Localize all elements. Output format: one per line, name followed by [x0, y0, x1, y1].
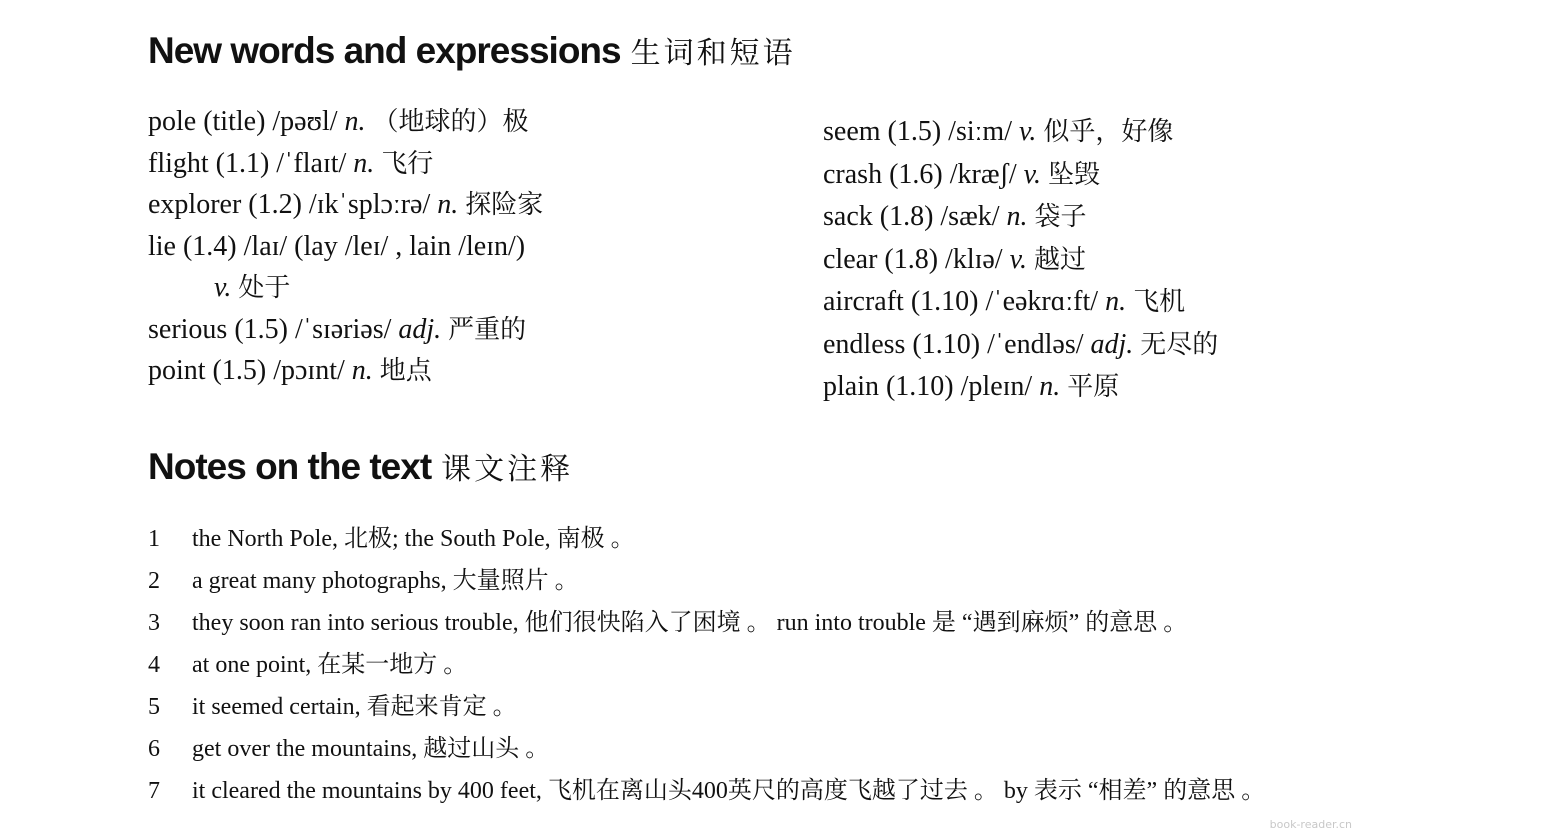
notes-heading-en: Notes on the text — [148, 446, 432, 487]
note-text: they soon ran into serious trouble, 他们很快陷入了困境 。 run into trouble 是 “遇到麻烦” 的意思 。 — [192, 610, 1188, 636]
vocab-meaning: 严重的 — [448, 314, 527, 345]
vocab-entry — [823, 154, 1218, 197]
note-number: 1 — [148, 526, 160, 552]
vocab-meaning: 地点 — [379, 356, 432, 386]
vocab-word: serious (1.5) /ˈsɪəriəs/ — [148, 313, 399, 345]
note-text: get over the mountains, 越过山头 。 — [192, 736, 550, 762]
vocab-entry — [148, 309, 543, 351]
vocab-entry — [823, 111, 1218, 154]
vocab-pos: v. — [1018, 116, 1037, 147]
vocab-entry — [148, 143, 543, 185]
vocab-word: plain (1.10) /pleɪn/ — [823, 371, 1033, 402]
vocab-meaning: 越过 — [1033, 244, 1086, 275]
vocab-entry — [823, 324, 1218, 367]
vocab-word: point (1.5) /pɔɪnt/ — [148, 355, 352, 386]
vocab-pos: v. — [214, 272, 232, 303]
vocab-pos: n. — [1006, 201, 1028, 232]
vocab-meaning: （地球的）极 — [372, 107, 529, 137]
watermark: book-reader.cn — [1269, 818, 1352, 831]
vocab-word: sack (1.8) /sæk/ — [823, 201, 1000, 232]
note-text: the North Pole, 北极; the South Pole, 南极 。 — [192, 526, 635, 552]
vocab-word: pole (title) /pəʊl/ — [148, 106, 338, 137]
note-number: 5 — [148, 694, 160, 720]
vocab-meaning: 探险家 — [465, 190, 544, 220]
note-item — [148, 602, 1265, 644]
vocab-list-right — [823, 111, 1218, 409]
vocab-meaning: 无尽的 — [1140, 329, 1219, 360]
vocab-entry — [823, 366, 1218, 409]
notes-list — [148, 518, 1265, 812]
vocab-word: flight (1.1) /ˈflaɪt/ — [148, 147, 347, 179]
vocab-meaning: 飞机 — [1133, 287, 1186, 317]
vocab-pos: n. — [353, 147, 375, 179]
note-number: 3 — [148, 610, 160, 636]
vocab-pos: adj. — [398, 313, 442, 345]
vocab-pos: n. — [351, 355, 373, 386]
note-text: at one point, 在某一地方 。 — [192, 652, 468, 678]
vocab-list-left — [148, 101, 543, 392]
vocab-meaning: 处于 — [238, 273, 291, 303]
vocab-meaning: 飞行 — [381, 148, 434, 179]
words-heading-en: New words and expressions — [148, 30, 621, 71]
vocab-pos: n. — [437, 189, 459, 220]
vocab-meaning: 坠毁 — [1047, 159, 1100, 190]
vocab-entry — [148, 101, 543, 143]
vocab-pos: n. — [1105, 286, 1127, 317]
vocab-word: endless (1.10) /ˈendləs/ — [823, 328, 1084, 360]
vocab-word: explorer (1.2) /ɪkˈsplɔːrə/ — [148, 189, 431, 220]
vocab-entry — [148, 184, 543, 226]
note-item — [148, 686, 1265, 728]
vocab-pos: n. — [1039, 371, 1061, 402]
vocab-word: crash (1.6) /kræʃ/ — [823, 158, 1017, 190]
note-number: 7 — [148, 778, 160, 804]
notes-heading — [148, 444, 573, 488]
vocab-word: seem (1.5) /siːm/ — [823, 116, 1012, 147]
note-item — [148, 644, 1265, 686]
vocab-pos: adj. — [1090, 328, 1134, 360]
note-text: it cleared the mountains by 400 feet, 飞机在离山头400英尺的高度飞越了过去 。 by 表示 “相差” 的意思 。 — [192, 778, 1266, 804]
vocab-entry — [148, 226, 543, 268]
note-item — [148, 560, 1265, 602]
vocab-entry — [148, 350, 543, 392]
vocab-word: aircraft (1.10) /ˈeəkrɑːft/ — [823, 286, 1099, 317]
vocab-meaning: 袋子 — [1034, 202, 1087, 232]
vocab-meaning: 平原 — [1067, 372, 1120, 402]
vocab-meaning: 似乎，好像 — [1043, 117, 1174, 147]
vocab-word: lie (1.4) /laɪ/ (lay /leɪ/ , lain /leɪn/) — [148, 230, 526, 262]
words-heading — [148, 28, 796, 72]
vocab-entry — [823, 281, 1218, 324]
note-item — [148, 728, 1265, 770]
words-heading-zh: 生词和短语 — [630, 36, 796, 71]
vocab-word: clear (1.8) /klɪə/ — [823, 243, 1003, 275]
vocab-pos: n. — [344, 106, 366, 137]
note-item — [148, 518, 1265, 560]
notes-heading-zh: 课文注释 — [441, 452, 574, 487]
note-number: 6 — [148, 736, 160, 762]
vocab-entry — [823, 196, 1218, 239]
note-number: 4 — [148, 652, 160, 678]
note-item — [148, 770, 1265, 812]
vocab-pos: v. — [1023, 158, 1041, 190]
vocab-pos: v. — [1009, 243, 1027, 275]
note-number: 2 — [148, 568, 160, 594]
note-text: it seemed certain, 看起来肯定 。 — [192, 694, 517, 720]
vocab-entry-continuation — [148, 267, 543, 309]
note-text: a great many photographs, 大量照片 。 — [192, 568, 579, 594]
vocab-entry — [823, 239, 1218, 282]
